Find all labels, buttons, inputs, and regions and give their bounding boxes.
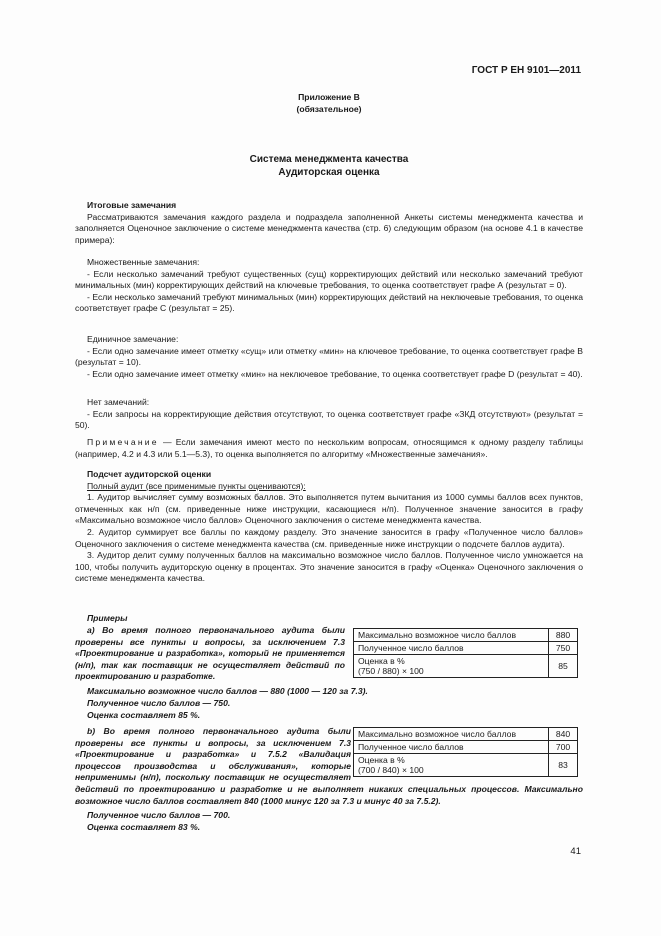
score-formula: (700 / 840) × 100 [358,765,424,775]
calc-heading: Подсчет аудиторской оценки [87,469,212,479]
appendix-title: Приложение В [298,92,360,102]
single-item-2: - Если одно замечание имеет отметку «мин» на неключевое требование, то оценка соответствует графе D (результат = 40). [87,368,583,379]
example-b-got: Полученное число баллов — 700. [87,810,231,820]
example-b-score: Оценка составляет 83 %. [87,822,201,832]
table-cell-label: Полученное число баллов [354,642,549,655]
example-a-score: Оценка составляет 85 %. [87,710,201,720]
example-b-body: b) Во время полного первоначального аудита были проверены все пункты и вопросы, за исключением 7.3 «Проектирование и разработка» и 7.5.2 «Валидация процессов производства и обслуживания», которые неприменимы (н/п), поскольку поставщик не осуществляет действий по проектированию и разработке и не выполняет никаких специальных процессов. Максимально возможное число баллов составляет 840 (1000 минус 120 за 7.3 и минус 40 за 7.5.2). [75,726,583,806]
table-cell-value: 750 [549,642,578,655]
page-title-line1: Система менеджмента качества [249,154,409,165]
score-formula: (750 / 880) × 100 [358,666,424,676]
table-cell-value: 83 [549,754,578,777]
note [75,437,583,460]
none-item-1: - Если запросы на корректирующие действия отсутствуют, то оценка соответствует графе «ЗКД отсутствуют» (результат = 50). [75,408,583,431]
table-cell-value: 85 [549,655,578,678]
standard-header: ГОСТ Р ЕН 9101—2011 [471,65,581,76]
summary-intro: Рассматриваются замечания каждого раздела и подраздела заполненной Анкеты системы менеджмента качества и заполняется Оценочное заключение о системе менеджмента качества (стр. 6) следующим образом (на основе 4.1 в качестве примера): [75,211,583,245]
table-row [354,728,578,741]
none-label: Нет замечаний: [87,397,150,407]
examples-heading: Примеры [87,613,128,623]
example-a-got: Полученное число баллов — 750. [87,698,231,708]
calc-section [75,469,583,585]
single-label: Единичное замечание: [87,334,179,344]
table-cell-label [354,754,549,777]
table-cell-label: Полученное число баллов [354,741,549,754]
example-b-table [353,727,578,777]
score-label: Оценка в % [358,755,405,765]
summary-heading: Итоговые замечания [87,200,177,210]
calc-step-1: 1. Аудитор вычисляет сумму возможных баллов. Это выполняется путем вычитания из 1000 суммы баллов всех пунктов, отмеченных как н/п (см. приведенные ниже инструкции, касающиеся н/п). Полученное значение заносится в графу «Максимально возможное число баллов» Оценочного заключения о системе менеджмента качества. [75,492,583,526]
multiple-item-2: - Если несколько замечаний требуют минимальных (мин) корректирующих действий на неключевые требования, то оценка соответствует графе С (результат = 25). [75,291,583,314]
table-cell-value: 840 [549,728,578,741]
table-cell-label: Максимально возможное число баллов [354,629,549,642]
page-title-line2: Аудиторская оценка [278,167,380,178]
example-a-text: а) Во время полного первоначального аудита были проверены все пункты и вопросы, за исключением 7.3 «Проектирование и разработка», который не применяется (н/п), так как поставщик не осуществляет действий по проектированию и разработке. [75,625,345,682]
full-audit-label: Полный аудит (все применимые пункты оцениваются): [87,480,306,491]
no-remarks [75,397,583,432]
multiple-label: Множественные замечания: [87,257,200,267]
score-label: Оценка в % [358,656,405,666]
table-row [354,655,578,678]
multiple-remarks [75,257,583,315]
summary-section [75,200,583,246]
table-cell-value: 700 [549,741,578,754]
example-a-table [353,628,578,678]
single-item-1: - Если одно замечание имеет отметку «сущ» или отметку «мин» на ключевое требование, то оценка соответствует графе В (результат = 10). [75,345,583,368]
calc-step-3: 3. Аудитор делит сумму полученных баллов на максимально возможное число баллов. Полученное число умножается на 100, чтобы получить аудиторскую оценку в процентах. Это значение заносится в графу «Оценка» Оценочного заключения о системе менеджмента качества. [75,550,583,584]
table-row [354,629,578,642]
note-text: — Если замечания имеют место по нескольким вопросам, относящимся к одному разделу таблицы (например, 4.2 и 4.3 или 5.1—5.3), то оценка выполняется по алгоритму «Множественные замечания». [75,437,583,459]
calc-step-2: 2. Аудитор суммирует все баллы по каждому разделу. Это значение заносится в графу «Полученное число баллов» Оценочного заключения о системе менеджмента качества (см. приведенные ниже инструкции о подсчете баллов аудита). [75,526,583,549]
table-cell-label [354,655,549,678]
table-cell-value: 880 [549,629,578,642]
table-row [354,642,578,655]
table-row [354,754,578,777]
page-number: 41 [570,846,581,857]
single-remark [75,334,583,380]
example-a-max: Максимально возможное число баллов — 880 (1000 — 120 за 7.3). [87,686,368,696]
appendix-status: (обязательное) [296,104,362,114]
note-label: Примечание [87,437,159,447]
table-cell-label: Максимально возможное число баллов [354,728,549,741]
table-row [354,741,578,754]
multiple-item-1: - Если несколько замечаний требуют существенных (сущ) корректирующих действий или несколько замечаний требуют минимальных (мин) корректирующих действий на ключевые требования, то оценка соответствует графе А (результат = 0). [75,268,583,291]
